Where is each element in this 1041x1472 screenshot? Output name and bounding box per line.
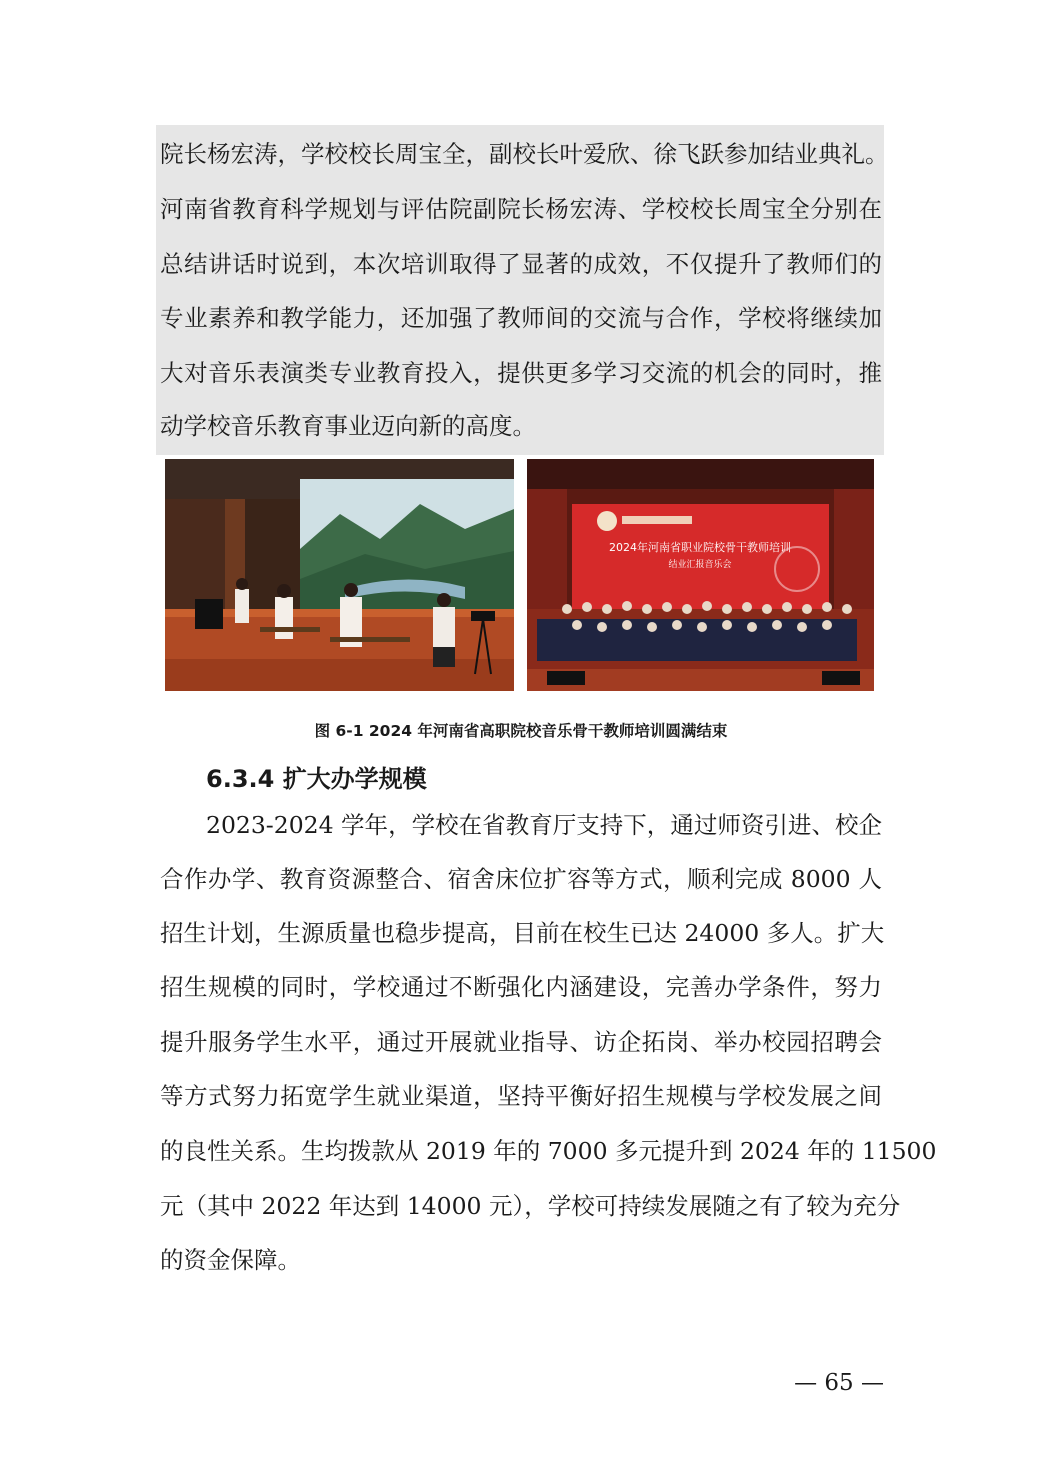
highlighted-paragraph-background: [156, 125, 889, 455]
banner-title: 2024年河南省职业院校骨干教师培训: [609, 541, 791, 554]
paragraph-line: 大对音乐表演类专业教育投入，提供更多学习交流的机会的同时，推: [160, 359, 882, 387]
school-logo-icon: [597, 511, 617, 531]
section-heading: 6.3.4 扩大办学规模: [206, 765, 427, 793]
paragraph-line: 招生规模的同时，学校通过不断强化内涵建设，完善办学条件，努力: [160, 973, 882, 1001]
paragraph-line: 动学校音乐教育事业迈向新的高度。: [160, 412, 536, 440]
paragraph-line: 招生计划，生源质量也稳步提高，目前在校生已达 24000 多人。扩大: [160, 919, 885, 947]
page-number: — 65 —: [794, 1370, 884, 1396]
paragraph-line: 专业素养和教学能力，还加强了教师间的交流与合作，学校将继续加: [160, 304, 882, 332]
paragraph-line: 的良性关系。生均拨款从 2019 年的 7000 多元提升到 2024 年的 11500: [160, 1137, 937, 1165]
paragraph-line: 总结讲话时说到，本次培训取得了显著的成效，不仅提升了教师们的: [160, 250, 882, 278]
paragraph-line: 的资金保障。: [160, 1246, 301, 1274]
figure-caption: 图 6-1 2024 年河南省高职院校音乐骨干教师培训圆满结束: [314, 722, 728, 740]
banner-subtitle: 结业汇报音乐会: [668, 560, 732, 570]
paragraph-line: 2023-2024 学年，学校在省教育厅支持下，通过师资引进、校企: [206, 811, 882, 839]
photo-graduation-concert: [527, 459, 874, 691]
paragraph-line: 提升服务学生水平，通过开展就业指导、访企拓岗、举办校园招聘会: [160, 1028, 882, 1056]
paragraph-line: 合作办学、教育资源整合、宿舍床位扩容等方式，顺利完成 8000 人: [160, 865, 882, 893]
paragraph-line: 元（其中 2022 年达到 14000 元），学校可持续发展随之有了较为充分: [160, 1192, 901, 1220]
paragraph-line: 院长杨宏涛，学校校长周宝全，副校长叶爱欣、徐飞跃参加结业典礼。: [160, 140, 889, 168]
paragraph-line: 等方式努力拓宽学生就业渠道，坚持平衡好招生规模与学校发展之间: [160, 1082, 882, 1110]
photo-stage-performance: [165, 459, 514, 691]
paragraph-line: 河南省教育科学规划与评估院副院长杨宏涛、学校校长周宝全分别在: [160, 195, 882, 223]
